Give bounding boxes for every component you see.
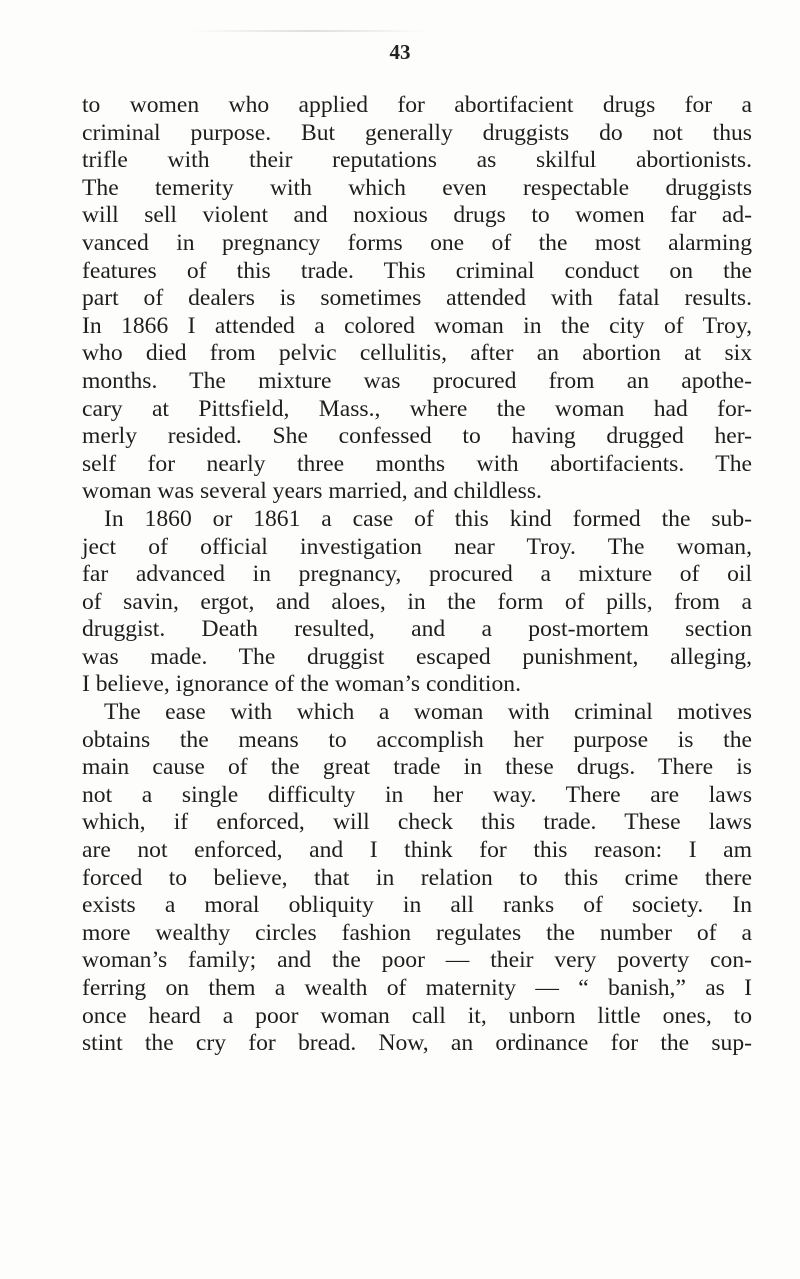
text-line: The ease with which a woman with criminal motives: [104, 699, 752, 726]
text-line: far advanced in pregnancy, procured a mixture of oil: [82, 561, 752, 588]
text-line: In 1866 I attended a colored woman in the city of Troy,: [82, 312, 752, 339]
text-line: which, if enforced, will check this trade. These laws: [82, 809, 752, 836]
text-line: vanced in pregnancy forms one of the most alarming: [82, 229, 752, 256]
text-line: who died from pelvic cellulitis, after an abortion at six: [82, 340, 752, 367]
text-line: to women who applied for abortifacient drugs for a: [82, 92, 752, 118]
text-line: The temerity with which even respectable druggists: [82, 174, 752, 201]
text-line: I believe, ignorance of the woman’s condition.: [82, 671, 521, 698]
text-line: months. The mixture was procured from an apothe-: [82, 367, 752, 394]
text-line: once heard a poor woman call it, unborn little ones, to: [82, 1002, 752, 1029]
text-line: was made. The druggist escaped punishment, alleging,: [82, 643, 752, 670]
text-line: obtains the means to accomplish her purpose is the: [82, 726, 752, 753]
page-number: 43: [389, 40, 411, 64]
text-line: self for nearly three months with abortifacients. The: [82, 450, 752, 477]
text-line: are not enforced, and I think for this reason: I am: [82, 837, 752, 864]
text-line: criminal purpose. But generally druggists do not thus: [82, 119, 752, 146]
text-line: trifle with their reputations as skilful abortionists.: [82, 147, 752, 174]
text-line: not a single difficulty in her way. There are laws: [82, 781, 752, 808]
text-line: ject of official investigation near Troy. The woman,: [82, 533, 752, 560]
text-line: druggist. Death resulted, and a post-mortem section: [82, 616, 752, 643]
text-line: features of this trade. This criminal conduct on the: [82, 257, 752, 284]
text-line: ferring on them a wealth of maternity — “ banish,” as I: [82, 975, 752, 1001]
scan-artifact: [190, 30, 430, 32]
text-line: merly resided. She confessed to having drugged her-: [82, 423, 752, 450]
text-line: exists a moral obliquity in all ranks of society. In: [82, 892, 752, 919]
text-line: woman’s family; and the poor — their very poverty con-: [82, 947, 752, 974]
text-line: more wealthy circles fashion regulates the number of a: [82, 919, 752, 946]
text-line: of savin, ergot, and aloes, in the form of pills, from a: [82, 588, 752, 615]
text-line: cary at Pittsfield, Mass., where the woman had for-: [82, 395, 752, 422]
body-text: [82, 92, 752, 1058]
text-line: stint the cry for bread. Now, an ordinance for the sup-: [82, 1030, 752, 1057]
text-line: part of dealers is sometimes attended with fatal results.: [82, 285, 752, 312]
text-line: will sell violent and noxious drugs to women far ad-: [82, 202, 752, 229]
text-line: woman was several years married, and childless.: [82, 478, 542, 505]
text-line: main cause of the great trade in these drugs. There is: [82, 754, 752, 781]
text-line: forced to believe, that in relation to this crime there: [82, 864, 752, 891]
text-line: In 1860 or 1861 a case of this kind formed the sub-: [104, 505, 752, 532]
